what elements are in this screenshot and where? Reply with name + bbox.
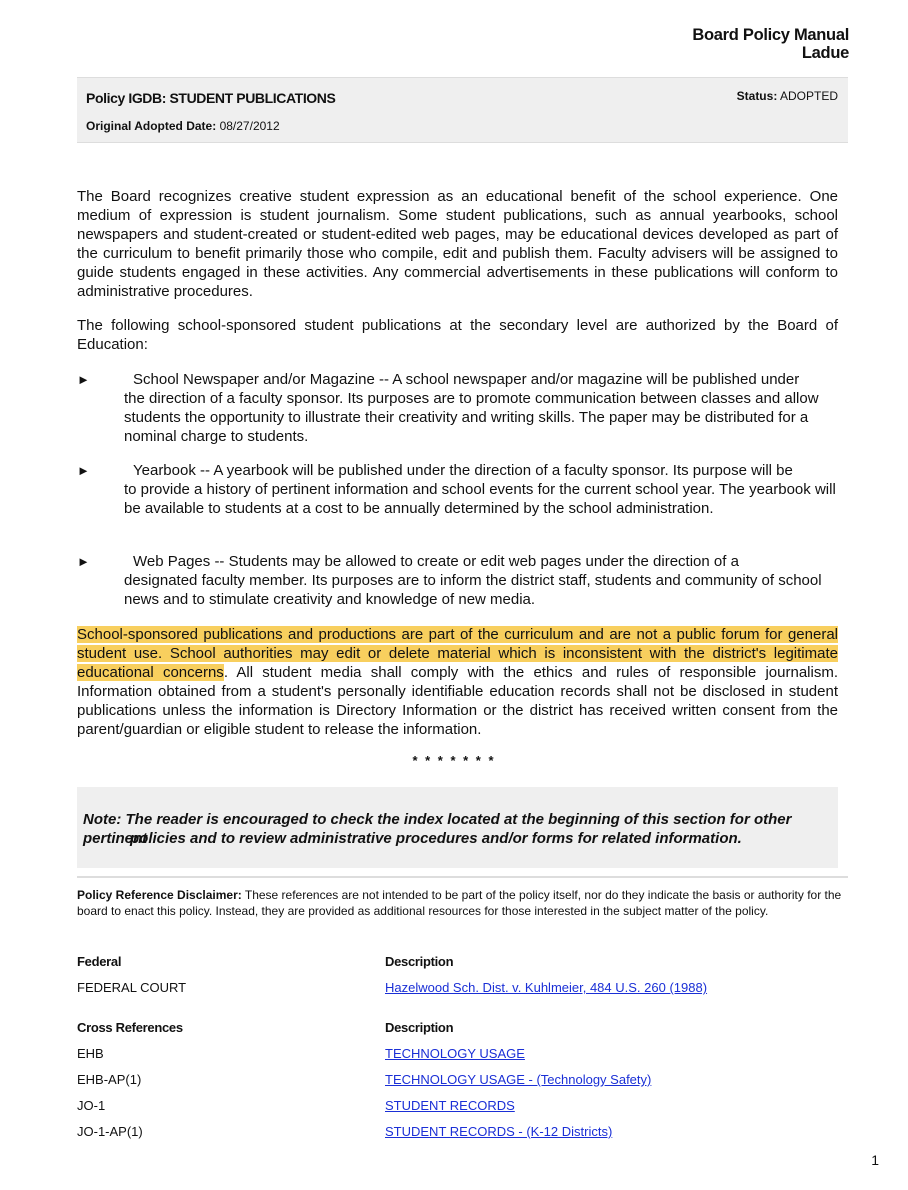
cross-ref-link[interactable]: TECHNOLOGY USAGE xyxy=(385,1046,525,1061)
cross-ref-link[interactable]: TECHNOLOGY USAGE - (Technology Safety) xyxy=(385,1072,652,1087)
bullet-arrow-icon: ► xyxy=(77,372,90,387)
note-box xyxy=(77,787,838,868)
date-value: 08/27/2012 xyxy=(219,119,280,133)
note-line-2: policies and to review administrative procedures and/or forms for related information. xyxy=(130,830,742,847)
cross-ref: EHB xyxy=(77,1046,104,1061)
bullet-item xyxy=(77,552,838,609)
federal-link[interactable]: Hazelwood Sch. Dist. v. Kuhlmeier, 484 U.S. 260 (1988) xyxy=(385,980,708,995)
district-name: Ladue xyxy=(801,44,849,62)
disclaimer-label: Policy Reference Disclaimer: xyxy=(77,888,242,902)
cross-ref: JO-1-AP(1) xyxy=(77,1124,143,1139)
bullet-rest: designated faculty member. Its purposes are to inform the district staff, students and community of school news and to stimulate creativity and knowledge of new media. xyxy=(124,572,822,608)
divider xyxy=(77,876,848,878)
status-label: Status: xyxy=(736,89,778,103)
status-value: ADOPTED xyxy=(779,89,838,103)
bullet-arrow-icon: ► xyxy=(77,463,90,478)
adopted-date xyxy=(86,119,280,133)
bullet-lead: Yearbook -- A yearbook will be published under the direction of a faculty sponsor. Its purpose will be xyxy=(133,462,793,479)
manual-header xyxy=(692,26,849,62)
bullet-item xyxy=(77,370,838,446)
policy-status xyxy=(737,89,838,103)
paragraph-2: The following school-sponsored student publications at the secondary level are authorized by the Board of Education: xyxy=(77,317,838,353)
disclaimer-text: These references are not intended to be part of the policy itself, nor do they indicate the basis or authority for the board to enact this policy. Instead, they are provided as additional resources for those interested in the subject matter of the policy. xyxy=(77,888,842,918)
disclaimer xyxy=(77,887,845,919)
federal-description-header: Description xyxy=(385,954,454,969)
federal-header: Federal xyxy=(77,954,122,969)
bullet-lead: School Newspaper and/or Magazine -- A school newspaper and/or magazine will be published under xyxy=(133,371,800,388)
paragraph-3 xyxy=(77,625,838,739)
cross-ref-link[interactable]: STUDENT RECORDS - (K-12 Districts) xyxy=(385,1124,613,1139)
manual-title: Board Policy Manual xyxy=(692,26,849,44)
date-label: Original Adopted Date: xyxy=(86,119,217,133)
section-separator: * * * * * * * xyxy=(412,753,496,768)
bullet-rest: the direction of a faculty sponsor. Its purposes are to promote communication between classes and allow students the opportunity to illustrate their creativity and writing skills. The paper may be distributed for a nominal charge to students. xyxy=(124,390,819,445)
cross-ref-header: Cross References xyxy=(77,1020,183,1035)
bullet-item xyxy=(77,461,838,518)
paragraph-3-rest: . All student media shall comply with the ethics and rules of responsible journalism. Information obtained from a student's personally identifiable education records shall not be disclosed in student publications unless the information is Directory Information or the district has received written consent from the parent/guardian or eligible student to release the information. xyxy=(77,664,838,738)
bullet-rest: to provide a history of pertinent information and school events for the current school year. The yearbook will be available to students at a cost to be annually determined by the school administration. xyxy=(124,481,836,517)
cross-description-header: Description xyxy=(385,1020,454,1035)
note-line-1: Note: The reader is encouraged to check the index located at the beginning of this section for other pertinent xyxy=(83,811,792,847)
policy-header xyxy=(77,77,848,143)
bullet-lead: Web Pages -- Students may be allowed to create or edit web pages under the direction of a xyxy=(133,553,739,570)
page-number: 1 xyxy=(871,1152,879,1168)
policy-title: Policy IGDB: STUDENT PUBLICATIONS xyxy=(86,90,336,106)
cross-ref-link[interactable]: STUDENT RECORDS xyxy=(385,1098,515,1113)
paragraph-1: The Board recognizes creative student expression as an educational benefit of the school experience. One medium of expression is student journalism. Some student publications, such as annual yearbooks, school newspapers and student-created or student-edited web pages, may be educational devices developed as part of the curriculum to benefit primarily those who compile, edit and publish them. Faculty advisers will be assigned to guide students engaged in these activities. Any commercial advertisements in these publications will conform to administrative procedures. xyxy=(77,188,838,300)
highlighted-text: School-sponsored publications and productions are part of the curriculum and are not a public forum for general student use. School authorities may edit or delete material which is inconsistent with the district's legitimate educational concerns xyxy=(77,626,838,681)
cross-ref: JO-1 xyxy=(77,1098,106,1113)
cross-ref: EHB-AP(1) xyxy=(77,1072,142,1087)
bullet-arrow-icon: ► xyxy=(77,554,90,569)
federal-ref: FEDERAL COURT xyxy=(77,980,187,995)
